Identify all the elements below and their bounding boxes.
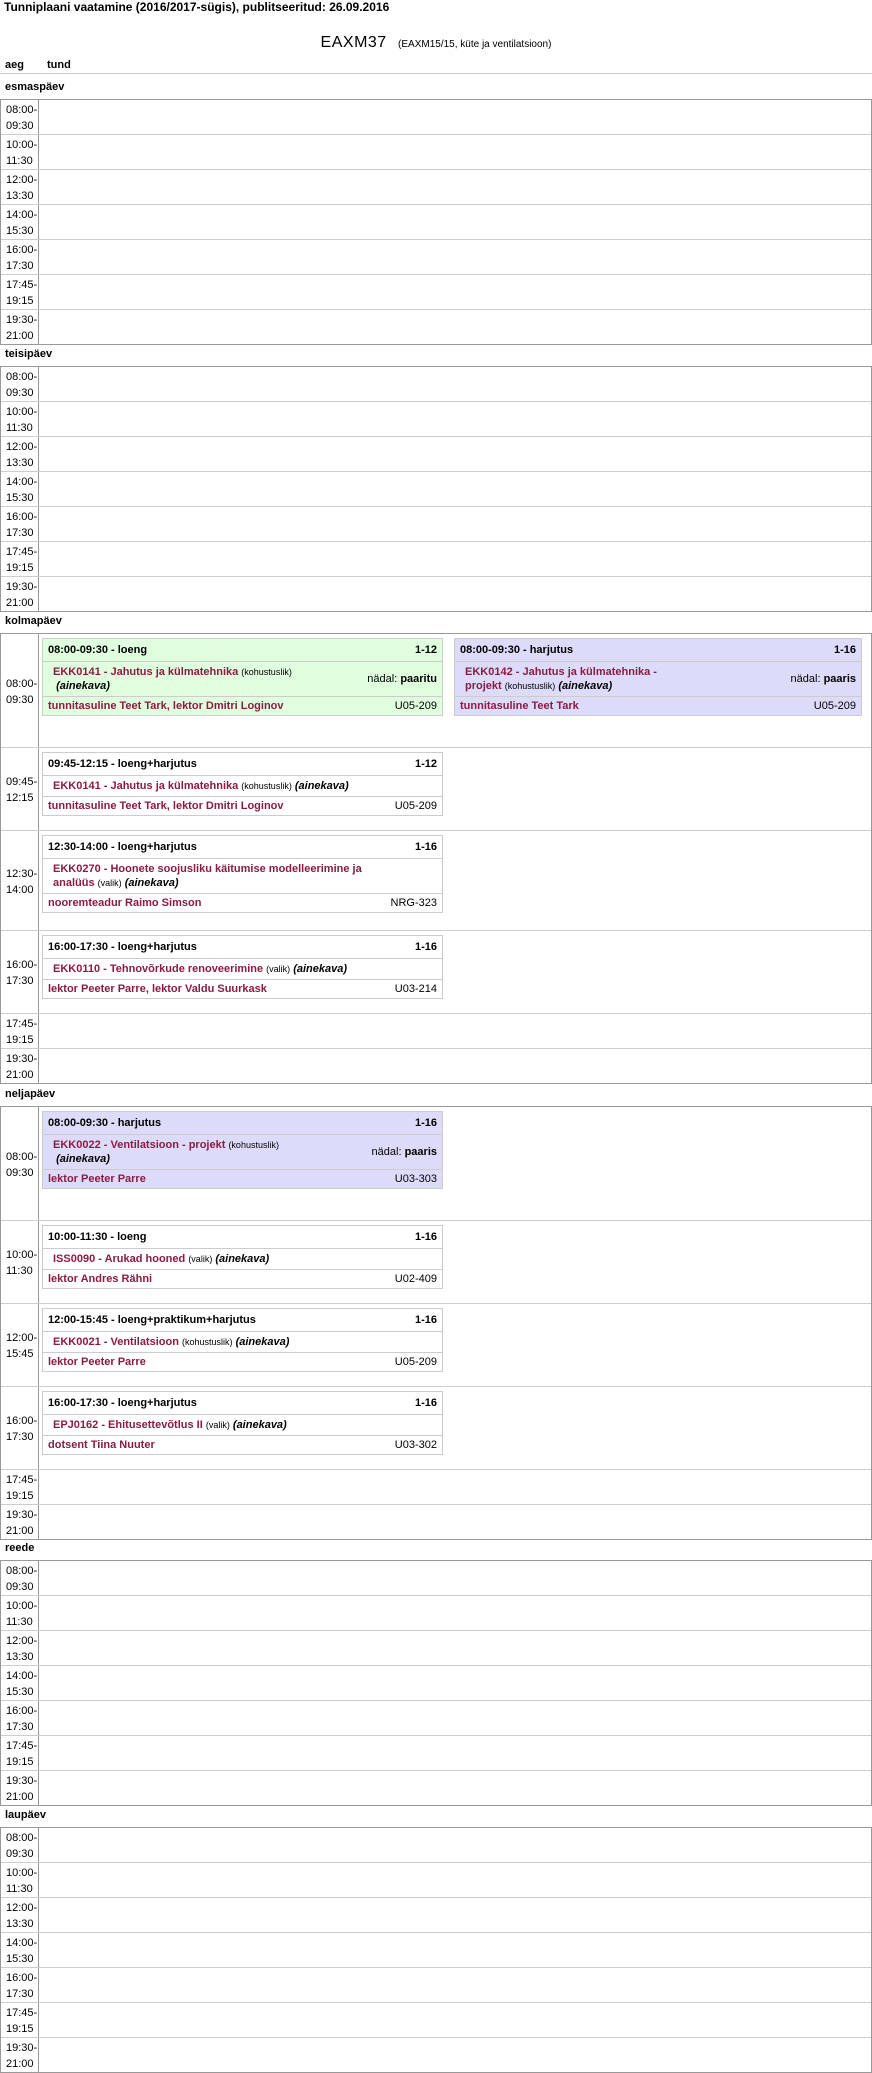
- lesson-cell: [39, 310, 871, 344]
- time-row: [1, 1630, 871, 1665]
- lesson-cell: [39, 1387, 871, 1469]
- time-row: [1, 274, 871, 309]
- time-label: 17:45- 19:15: [1, 275, 39, 309]
- day-tuesday: [0, 345, 872, 612]
- time-label: 16:00- 17:30: [1, 1968, 39, 2002]
- day-rows: [0, 1827, 872, 2073]
- lesson-time-type: 12:00-15:45 - loeng+praktikum+harjutus 1-16: [48, 1314, 437, 1326]
- time-label: 16:00- 17:30: [1, 931, 39, 1013]
- lesson-card[interactable]: [42, 752, 443, 816]
- time-row: [1, 2037, 871, 2072]
- day-wednesday: [0, 612, 872, 1084]
- lesson-teachers-room: dotsent Tiina Nuuter U03-302: [43, 1435, 442, 1454]
- lesson-cell: [39, 1631, 871, 1665]
- lesson-time-type: 09:45-12:15 - loeng+harjutus 1-12: [48, 758, 437, 770]
- day-name: esmaspäev: [5, 81, 65, 93]
- course-link[interactable]: EKK0142 - Jahutus ja külmatehnika - projekt (kohustuslik) (ainekava) nädal: paaris: [455, 661, 861, 696]
- lesson-cell: [39, 577, 871, 611]
- course-link[interactable]: ISS0090 - Arukad hooned (valik) (ainekava): [43, 1248, 442, 1269]
- time-label: 19:30- 21:00: [1, 2038, 39, 2072]
- lesson-cell: [39, 507, 871, 541]
- time-label: 12:00- 13:30: [1, 1631, 39, 1665]
- lesson-cell: [39, 402, 871, 436]
- time-label: 12:30- 14:00: [1, 831, 39, 930]
- lesson-cell: [39, 2003, 871, 2037]
- day-rows: [0, 99, 872, 345]
- lesson-cell: [39, 1561, 871, 1595]
- lesson-time-type: 08:00-09:30 - loeng 1-12: [48, 644, 437, 656]
- header-divider: [0, 73, 872, 74]
- time-label: 14:00- 15:30: [1, 205, 39, 239]
- time-row: [1, 1735, 871, 1770]
- lesson-cell: [39, 1701, 871, 1735]
- lesson-cell: [39, 472, 871, 506]
- time-label: 08:00- 09:30: [1, 367, 39, 401]
- group-code: EAXM37: [320, 34, 387, 51]
- lesson-cell: [39, 831, 871, 930]
- time-label: 17:45- 19:15: [1, 1470, 39, 1504]
- time-label: 17:45- 19:15: [1, 1014, 39, 1048]
- course-link[interactable]: EKK0022 - Ventilatsioon - projekt (kohustuslik) (ainekava) nädal: paaris: [43, 1134, 442, 1169]
- course-link[interactable]: EKK0270 - Hoonete soojusliku käitumise modelleerimine ja analüüs (valik) (ainekava): [43, 858, 442, 893]
- time-label: 16:00- 17:30: [1, 240, 39, 274]
- lesson-time-type: 08:00-09:30 - harjutus 1-16: [48, 1117, 437, 1129]
- time-label: 09:45- 12:15: [1, 748, 39, 830]
- time-row: [1, 239, 871, 274]
- lesson-card[interactable]: [42, 638, 443, 716]
- time-row: [1, 1561, 871, 1595]
- day-saturday: [0, 1806, 872, 2073]
- lesson-card[interactable]: [42, 1391, 443, 1455]
- day-rows: [0, 366, 872, 612]
- day-rows: [0, 1560, 872, 1806]
- day-thursday: [0, 1085, 872, 1540]
- lesson-cell: [39, 634, 871, 747]
- time-row: [1, 309, 871, 344]
- lesson-cell: [39, 542, 871, 576]
- lesson-teachers-room: tunnitasuline Teet Tark U05-209: [455, 696, 861, 715]
- time-label: 10:00- 11:30: [1, 135, 39, 169]
- lesson-cell: [39, 2038, 871, 2072]
- course-link[interactable]: EPJ0162 - Ehitusettevõtlus II (valik) (ainekava): [43, 1414, 442, 1435]
- time-row: [1, 541, 871, 576]
- time-row: [1, 1967, 871, 2002]
- time-row: [1, 830, 871, 930]
- lesson-teachers-room: lektor Peeter Parre, lektor Valdu Suurkask U03-214: [43, 979, 442, 998]
- lesson-cell: [39, 1933, 871, 1967]
- lesson-cell: [39, 1736, 871, 1770]
- time-row: [1, 1828, 871, 1862]
- lesson-time-type: 10:00-11:30 - loeng 1-16: [48, 1231, 437, 1243]
- lesson-teachers-room: lektor Peeter Parre U05-209: [43, 1352, 442, 1371]
- course-link[interactable]: EKK0141 - Jahutus ja külmatehnika (kohustuslik) (ainekava) nädal: paaritu: [43, 661, 442, 696]
- lesson-cell: [39, 1863, 871, 1897]
- lesson-teachers-room: lektor Andres Rähni U02-409: [43, 1269, 442, 1288]
- course-link[interactable]: EKK0141 - Jahutus ja külmatehnika (kohustuslik) (ainekava): [43, 775, 442, 796]
- time-row: [1, 1048, 871, 1083]
- lesson-cell: [39, 1221, 871, 1303]
- lesson-time-type: 16:00-17:30 - loeng+harjutus 1-16: [48, 941, 437, 953]
- lesson-time-type: 16:00-17:30 - loeng+harjutus 1-16: [48, 1397, 437, 1409]
- time-label: 08:00- 09:30: [1, 100, 39, 134]
- lesson-teachers-room: nooremteadur Raimo Simson NRG-323: [43, 893, 442, 912]
- day-name: neljapäev: [5, 1088, 56, 1100]
- time-row: [1, 1013, 871, 1048]
- time-label: 08:00- 09:30: [1, 1107, 39, 1220]
- lesson-teachers-room: tunnitasuline Teet Tark, lektor Dmitri Loginov U05-209: [43, 696, 442, 715]
- time-label: 10:00- 11:30: [1, 1596, 39, 1630]
- day-monday: [0, 78, 872, 345]
- lesson-cell: [39, 1014, 871, 1048]
- lesson-cell: [39, 1828, 871, 1862]
- course-link[interactable]: EKK0110 - Tehnovõrkude renoveerimine (valik) (ainekava): [43, 958, 442, 979]
- time-label: 14:00- 15:30: [1, 1666, 39, 1700]
- time-row: [1, 1932, 871, 1967]
- lesson-cell: [39, 135, 871, 169]
- time-row: [1, 436, 871, 471]
- time-label: 16:00- 17:30: [1, 507, 39, 541]
- day-name: laupäev: [5, 1809, 46, 1821]
- lesson-card[interactable]: [42, 835, 443, 913]
- lesson-teachers-room: tunnitasuline Teet Tark, lektor Dmitri Loginov U05-209: [43, 796, 442, 815]
- lesson-cell: [39, 240, 871, 274]
- lesson-cell: [39, 1666, 871, 1700]
- time-label: 14:00- 15:30: [1, 1933, 39, 1967]
- time-label: 19:30- 21:00: [1, 1049, 39, 1083]
- lesson-card[interactable]: [42, 1225, 443, 1289]
- time-row: [1, 1386, 871, 1469]
- lesson-cell: [39, 100, 871, 134]
- time-row: [1, 1595, 871, 1630]
- time-label: 08:00- 09:30: [1, 634, 39, 747]
- time-row: [1, 1770, 871, 1805]
- day-name: teisipäev: [5, 348, 53, 360]
- page-title: Tunniplaani vaatamine (2016/2017-sügis), publitseeritud: 26.09.2016: [4, 0, 390, 14]
- lesson-cell: [39, 1596, 871, 1630]
- lesson-cell: [39, 1304, 871, 1386]
- time-row: [1, 471, 871, 506]
- time-row: [1, 169, 871, 204]
- group-heading: [0, 34, 872, 52]
- time-label: 08:00- 09:30: [1, 1828, 39, 1862]
- day-rows: [0, 1106, 872, 1540]
- time-label: 17:45- 19:15: [1, 2003, 39, 2037]
- lesson-cell: [39, 931, 871, 1013]
- time-row: [1, 367, 871, 401]
- time-row: [1, 576, 871, 611]
- time-label: 14:00- 15:30: [1, 472, 39, 506]
- time-row: [1, 1897, 871, 1932]
- column-header-time: aeg: [5, 59, 24, 71]
- lesson-cell: [39, 170, 871, 204]
- time-label: 19:30- 21:00: [1, 1771, 39, 1805]
- lesson-card[interactable]: [454, 638, 862, 716]
- time-label: 10:00- 11:30: [1, 1863, 39, 1897]
- time-label: 17:45- 19:15: [1, 542, 39, 576]
- time-row: [1, 401, 871, 436]
- lesson-cell: [39, 275, 871, 309]
- time-row: [1, 634, 871, 747]
- time-row: [1, 134, 871, 169]
- time-row: [1, 1665, 871, 1700]
- column-header-lesson: tund: [47, 59, 71, 71]
- time-label: 19:30- 21:00: [1, 310, 39, 344]
- time-row: [1, 1700, 871, 1735]
- time-row: [1, 100, 871, 134]
- time-label: 12:00- 13:30: [1, 1898, 39, 1932]
- time-row: [1, 1469, 871, 1504]
- lesson-card[interactable]: [42, 1111, 443, 1189]
- time-row: [1, 1504, 871, 1539]
- lesson-cell: [39, 437, 871, 471]
- course-link[interactable]: EKK0021 - Ventilatsioon (kohustuslik) (ainekava): [43, 1331, 442, 1352]
- time-row: [1, 2002, 871, 2037]
- time-label: 19:30- 21:00: [1, 577, 39, 611]
- lesson-card[interactable]: [42, 1308, 443, 1372]
- lesson-cell: [39, 1049, 871, 1083]
- lesson-time-type: 08:00-09:30 - harjutus 1-16: [460, 644, 856, 656]
- time-label: 17:45- 19:15: [1, 1736, 39, 1770]
- time-row: [1, 1303, 871, 1386]
- time-row: [1, 506, 871, 541]
- time-label: 10:00- 11:30: [1, 1221, 39, 1303]
- time-label: 10:00- 11:30: [1, 402, 39, 436]
- time-label: 08:00- 09:30: [1, 1561, 39, 1595]
- time-row: [1, 930, 871, 1013]
- day-name: reede: [5, 1542, 35, 1554]
- lesson-cell: [39, 1898, 871, 1932]
- group-description: (EAXM15/15, küte ja ventilatsioon): [398, 39, 552, 50]
- time-row: [1, 747, 871, 830]
- lesson-cell: [39, 1771, 871, 1805]
- lesson-card[interactable]: [42, 935, 443, 999]
- time-row: [1, 1107, 871, 1220]
- day-name: kolmapäev: [5, 615, 62, 627]
- lesson-cell: [39, 1107, 871, 1220]
- time-label: 12:00- 13:30: [1, 437, 39, 471]
- time-row: [1, 1862, 871, 1897]
- time-row: [1, 1220, 871, 1303]
- lesson-cell: [39, 1968, 871, 2002]
- time-label: 16:00- 17:30: [1, 1387, 39, 1469]
- lesson-cell: [39, 367, 871, 401]
- time-label: 19:30- 21:00: [1, 1505, 39, 1539]
- lesson-time-type: 12:30-14:00 - loeng+harjutus 1-16: [48, 841, 437, 853]
- lesson-teachers-room: lektor Peeter Parre U03-303: [43, 1169, 442, 1188]
- lesson-cell: [39, 1470, 871, 1504]
- time-label: 16:00- 17:30: [1, 1701, 39, 1735]
- day-friday: [0, 1539, 872, 1806]
- lesson-cell: [39, 205, 871, 239]
- lesson-cell: [39, 1505, 871, 1539]
- time-label: 12:00- 15:45: [1, 1304, 39, 1386]
- day-rows: [0, 633, 872, 1084]
- lesson-cell: [39, 748, 871, 830]
- time-row: [1, 204, 871, 239]
- time-label: 12:00- 13:30: [1, 170, 39, 204]
